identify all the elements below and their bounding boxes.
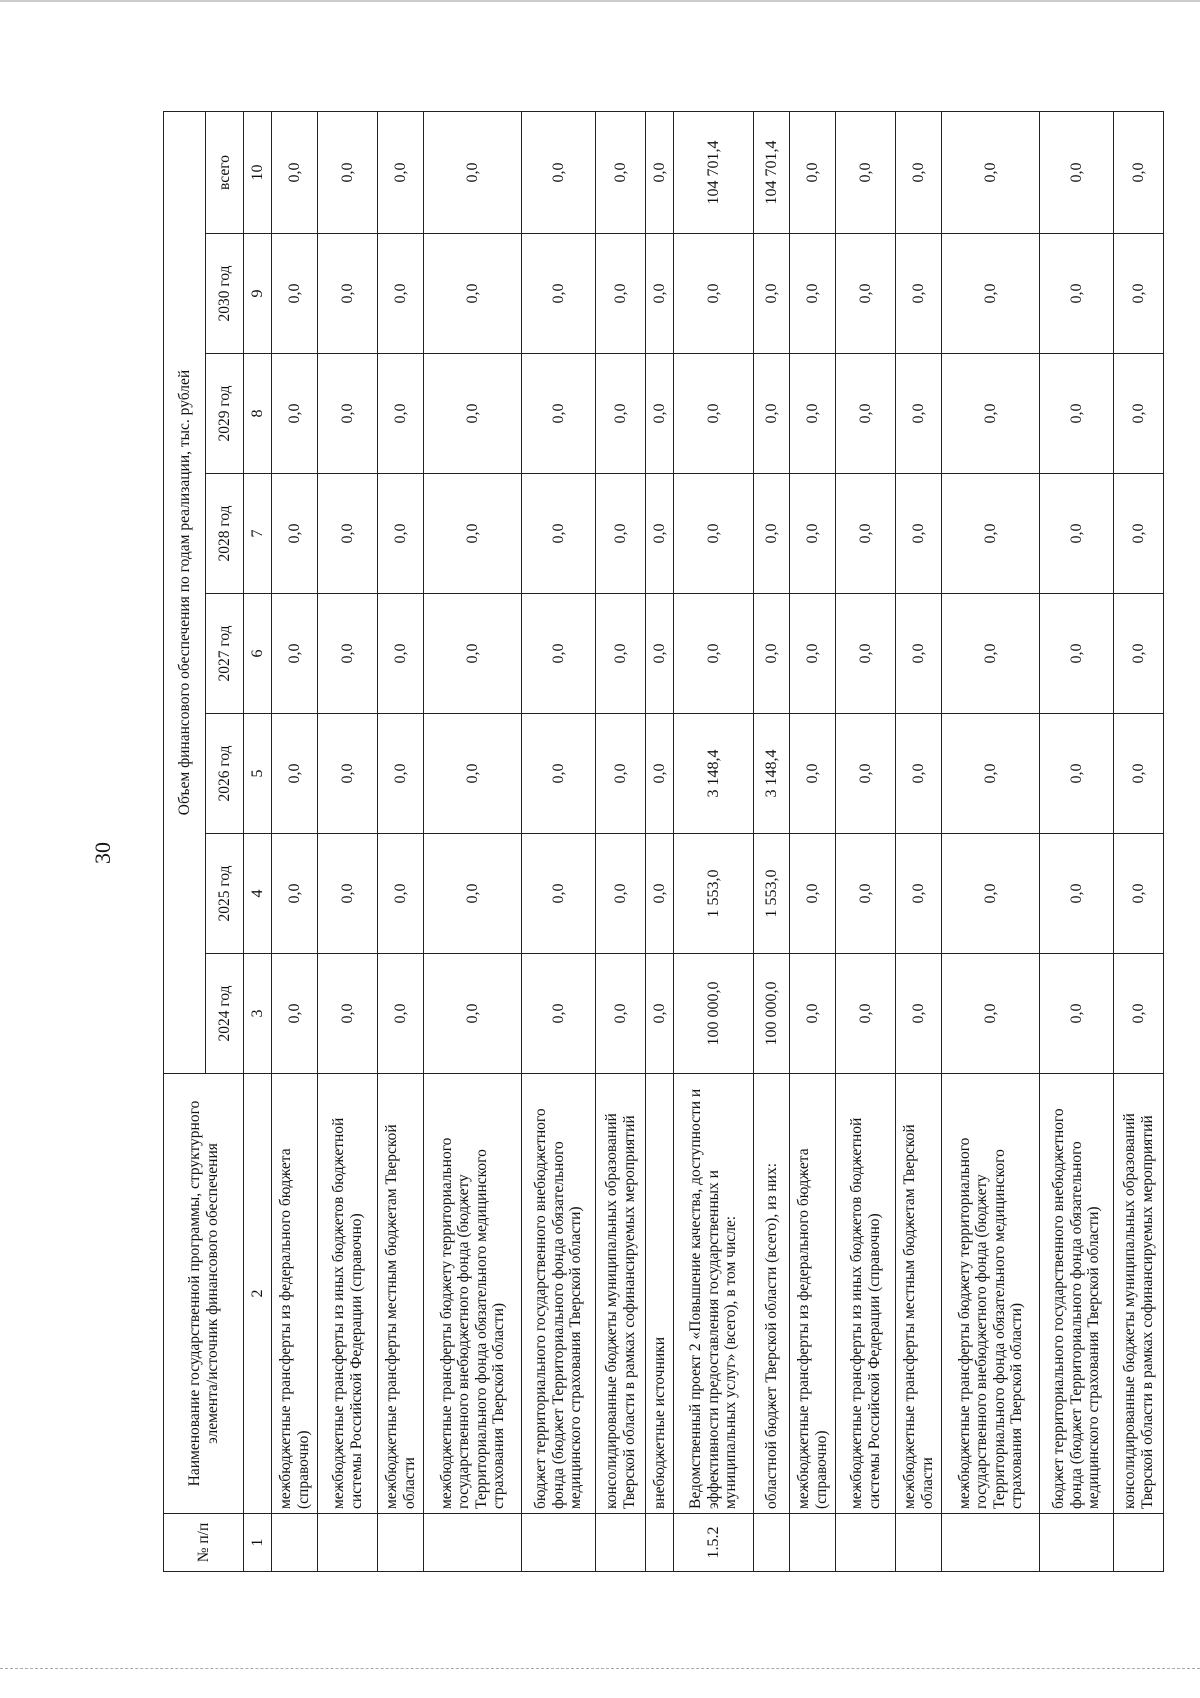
row-value: 0,0 [272,354,318,474]
row-value: 0,0 [1040,112,1114,234]
row-value: 0,0 [1040,594,1114,714]
row-value: 104 701,4 [754,112,790,234]
row-value: 1 553,0 [754,834,790,954]
row-value: 0,0 [318,714,378,834]
row-value: 0,0 [646,234,674,354]
row-value: 0,0 [522,954,596,1074]
row-value: 0,0 [318,234,378,354]
row-value: 0,0 [790,594,836,714]
row-name: межбюджетные трансферты из федерального бюджета (справочно) [790,1074,836,1514]
row-value: 100 000,0 [754,954,790,1074]
row-value: 0,0 [646,834,674,954]
table-row [646,112,674,1572]
row-value: 0,0 [646,112,674,234]
row-value: 0,0 [1114,954,1164,1074]
header-year: всего [206,112,244,234]
row-value: 0,0 [674,354,754,474]
row-value: 0,0 [790,354,836,474]
row-value: 0,0 [896,834,942,954]
row-value: 0,0 [522,714,596,834]
row-value: 0,0 [272,594,318,714]
row-id [318,1514,378,1572]
row-id [1040,1514,1114,1572]
row-value: 0,0 [424,112,522,234]
row-value: 0,0 [596,954,646,1074]
row-id [754,1514,790,1572]
row-value: 0,0 [942,474,1040,594]
row-value: 0,0 [318,474,378,594]
row-name: внебюджетные источники [646,1074,674,1514]
row-name: межбюджетные трансферты местным бюджетам Тверской области [896,1074,942,1514]
column-index: 3 [244,954,272,1074]
row-name: областной бюджет Тверской области (всего), из них: [754,1074,790,1514]
row-id [424,1514,522,1572]
row-value: 0,0 [646,594,674,714]
row-name: консолидированные бюджеты муниципальных образований Тверской области в рамках софинансируемых мероприятий [596,1074,646,1514]
row-value: 0,0 [1114,714,1164,834]
row-value: 0,0 [272,474,318,594]
table-row [790,112,836,1572]
row-value: 0,0 [272,834,318,954]
row-value: 0,0 [1040,954,1114,1074]
row-value: 0,0 [674,234,754,354]
row-value: 0,0 [674,594,754,714]
row-value: 0,0 [790,234,836,354]
table-row [836,112,896,1572]
row-value: 0,0 [836,954,896,1074]
row-value: 0,0 [896,234,942,354]
row-value: 0,0 [942,112,1040,234]
table-row [522,112,596,1572]
row-name: межбюджетные трансферты бюджету территориального государственного внебюджетного фонда (бюджету Территориального фонда обязательного медицинского страхования Тверской области) [424,1074,522,1514]
row-value: 0,0 [836,594,896,714]
row-value: 3 148,4 [754,714,790,834]
row-value: 0,0 [790,112,836,234]
header-name: Наименование государственной программы, структурного элемента/источник финансового обеспечения [164,1074,244,1514]
row-value: 0,0 [596,714,646,834]
row-name: межбюджетные трансферты из федерального бюджета (справочно) [272,1074,318,1514]
row-value: 0,0 [522,834,596,954]
row-value: 0,0 [272,234,318,354]
row-value: 0,0 [836,112,896,234]
row-value: 0,0 [836,714,896,834]
row-value: 0,0 [596,594,646,714]
table-row [272,112,318,1572]
row-value: 3 148,4 [674,714,754,834]
row-value: 0,0 [1114,834,1164,954]
table-row [596,112,646,1572]
row-value: 0,0 [378,112,424,234]
row-value: 0,0 [1114,112,1164,234]
row-value: 0,0 [790,714,836,834]
row-value: 0,0 [272,954,318,1074]
column-index: 1 [244,1514,272,1572]
row-value: 0,0 [836,354,896,474]
row-value: 0,0 [596,474,646,594]
row-value: 0,0 [424,234,522,354]
row-value: 0,0 [790,474,836,594]
row-value: 0,0 [596,354,646,474]
row-value: 0,0 [318,112,378,234]
row-value: 0,0 [522,474,596,594]
row-value: 0,0 [1114,354,1164,474]
row-value: 0,0 [1040,714,1114,834]
row-value: 0,0 [522,354,596,474]
row-name: бюджет территориального государственного внебюджетного фонда (бюджет Территориального фонда обязательного медицинского страхования Тверской области) [1040,1074,1114,1514]
row-value: 0,0 [646,354,674,474]
row-value: 0,0 [646,474,674,594]
row-value: 0,0 [378,594,424,714]
table-row [754,112,790,1572]
row-value: 0,0 [896,112,942,234]
row-name: Ведомственный проект 2 «Повышение качества, доступности и эффективности предоставления государственных и муниципальных услуг» (всего), в том числе: [674,1074,754,1514]
row-id [896,1514,942,1572]
row-value: 0,0 [424,714,522,834]
row-value: 0,0 [896,594,942,714]
row-value: 0,0 [424,834,522,954]
row-value: 0,0 [272,112,318,234]
table-row [318,112,378,1572]
row-id [378,1514,424,1572]
row-id [596,1514,646,1572]
table-row [896,112,942,1572]
row-value: 0,0 [646,954,674,1074]
row-value: 0,0 [522,112,596,234]
header-year: 2029 год [206,354,244,474]
header-year: 2024 год [206,954,244,1074]
row-value: 0,0 [1114,594,1164,714]
row-value: 0,0 [896,354,942,474]
row-value: 0,0 [942,834,1040,954]
row-value: 0,0 [378,714,424,834]
row-value: 0,0 [754,474,790,594]
row-value: 0,0 [942,354,1040,474]
row-value: 0,0 [942,234,1040,354]
row-value: 0,0 [378,354,424,474]
row-id [790,1514,836,1572]
row-value: 0,0 [790,834,836,954]
row-id [272,1514,318,1572]
financing-table [163,111,1164,1572]
row-value: 0,0 [836,834,896,954]
header-year: 2027 год [206,594,244,714]
scan-edge [0,0,1200,2]
row-id: 1.5.2 [674,1514,754,1572]
header-year: 2030 год [206,234,244,354]
row-value: 0,0 [896,714,942,834]
row-value: 0,0 [424,594,522,714]
table-row [1114,112,1164,1572]
row-value: 0,0 [1040,474,1114,594]
table-row [378,112,424,1572]
row-value: 0,0 [836,474,896,594]
row-value: 0,0 [378,474,424,594]
page-number: 30 [90,842,115,864]
row-value: 0,0 [896,474,942,594]
row-value: 0,0 [646,714,674,834]
column-index: 4 [244,834,272,954]
row-value: 0,0 [1114,474,1164,594]
row-value: 0,0 [754,234,790,354]
row-value: 0,0 [896,954,942,1074]
column-index: 5 [244,714,272,834]
header-group: Объем финансового обеспечения по годам реализации, тыс. рублей [164,112,206,1074]
table-row [674,112,754,1572]
table-row [1040,112,1114,1572]
column-index: 8 [244,354,272,474]
scan-edge [0,1668,1200,1670]
row-value: 0,0 [1040,354,1114,474]
row-value: 0,0 [318,354,378,474]
column-index: 10 [244,112,272,234]
table-row [942,112,1040,1572]
row-value: 0,0 [378,954,424,1074]
header-year: 2028 год [206,474,244,594]
row-value: 0,0 [942,954,1040,1074]
row-value: 0,0 [318,834,378,954]
row-name: межбюджетные трансферты местным бюджетам Тверской области [378,1074,424,1514]
row-name: бюджет территориального государственного внебюджетного фонда (бюджет Территориального фонда обязательного медицинского страхования Тверской области) [522,1074,596,1514]
row-value: 0,0 [596,112,646,234]
header-year: 2026 год [206,714,244,834]
column-index: 7 [244,474,272,594]
row-value: 0,0 [424,954,522,1074]
row-id [942,1514,1040,1572]
row-value: 0,0 [522,594,596,714]
row-value: 0,0 [1040,234,1114,354]
row-value: 100 000,0 [674,954,754,1074]
row-id [1114,1514,1164,1572]
row-value: 0,0 [424,354,522,474]
row-value: 0,0 [318,954,378,1074]
column-index: 6 [244,594,272,714]
row-value: 0,0 [424,474,522,594]
row-id [646,1514,674,1572]
row-value: 0,0 [942,594,1040,714]
row-name: межбюджетные трансферты бюджету территориального государственного внебюджетного фонда (бюджету Территориального фонда обязательного медицинского страхования Тверской области) [942,1074,1040,1514]
row-name: консолидированные бюджеты муниципальных образований Тверской области в рамках софинансируемых мероприятий [1114,1074,1164,1514]
row-name: межбюджетные трансферты из иных бюджетов бюджетной системы Российской Федерации (справочно) [318,1074,378,1514]
row-value: 0,0 [674,474,754,594]
row-value: 0,0 [272,714,318,834]
row-value: 0,0 [1040,834,1114,954]
row-value: 0,0 [596,234,646,354]
row-value: 0,0 [522,234,596,354]
table-row [424,112,522,1572]
row-value: 0,0 [790,954,836,1074]
row-value: 0,0 [754,354,790,474]
row-id [836,1514,896,1572]
row-value: 0,0 [836,234,896,354]
row-value: 0,0 [942,714,1040,834]
row-id [522,1514,596,1572]
row-value: 0,0 [1114,234,1164,354]
row-value: 0,0 [754,594,790,714]
header-year: 2025 год [206,834,244,954]
row-name: межбюджетные трансферты из иных бюджетов бюджетной системы Российской Федерации (справочно) [836,1074,896,1514]
table-wrapper [163,112,1156,1572]
row-value: 104 701,4 [674,112,754,234]
row-value: 0,0 [378,834,424,954]
row-value: 0,0 [378,234,424,354]
row-value: 1 553,0 [674,834,754,954]
header-num: № п/п [164,1514,244,1572]
row-value: 0,0 [596,834,646,954]
row-value: 0,0 [318,594,378,714]
column-index: 2 [244,1074,272,1514]
column-index: 9 [244,234,272,354]
